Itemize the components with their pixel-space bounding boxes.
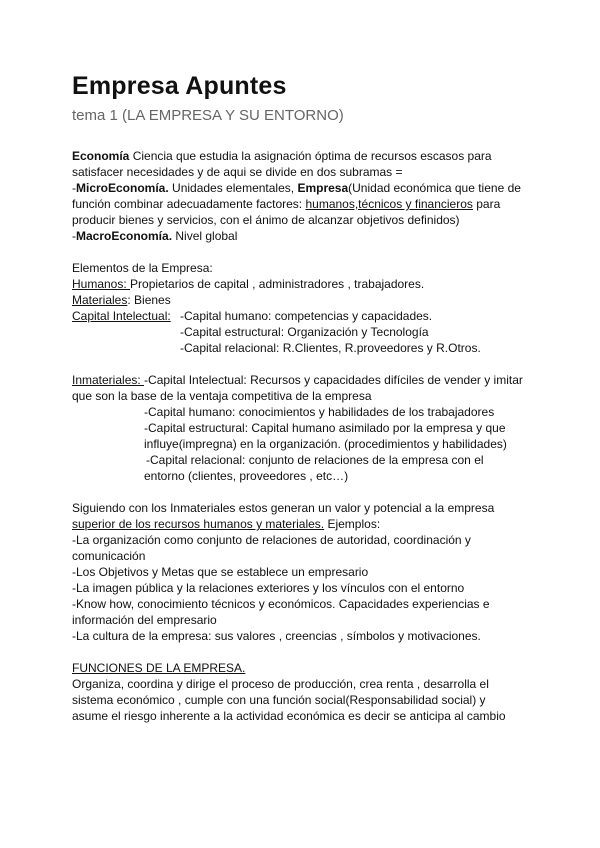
micro-prefix: -: [72, 181, 76, 195]
empresa-line-2: [72, 196, 542, 212]
empresa-text-2: función combinar adecuadamente factores:: [72, 197, 306, 211]
materiales-line: [72, 292, 542, 308]
ejemplo-line: información del empresario: [72, 613, 217, 627]
ejemplo-line: comunicación: [72, 549, 146, 563]
empresa-text: (Unidad económica que tiene de: [348, 181, 521, 195]
inmateriales-text: -Capital Intelectual: Recursos y capacidades difíciles de vender y imitar: [144, 373, 523, 387]
macro-line: [72, 228, 542, 244]
micro-term: MicroEconomía.: [76, 181, 169, 195]
macro-text: Nivel global: [172, 229, 238, 243]
capital-line: [72, 308, 542, 324]
inmateriales-item: -Capital estructural: Capital humano asimilado por la empresa y que: [144, 421, 506, 435]
inmateriales-item: entorno (clientes, proveedores , etc…): [144, 469, 349, 483]
micro-line: [72, 180, 542, 196]
inmateriales-item: -Capital humano: conocimientos y habilidades de los trabajadores: [144, 405, 495, 419]
page-title: Empresa Apuntes: [72, 72, 287, 100]
inmateriales-item: -Capital relacional: conjunto de relaciones de la empresa con el: [146, 453, 484, 467]
elementos-heading: Elementos de la Empresa:: [72, 261, 213, 275]
ejemplo-line: -Los Objetivos y Metas que se establece un empresario: [72, 565, 369, 579]
humanos-label: Humanos:: [72, 277, 131, 291]
ejemplo-line: -La cultura de la empresa: sus valores , creencias , símbolos y motivaciones.: [72, 629, 481, 643]
economia-line: [72, 148, 542, 164]
capital-item: -Capital relacional: R.Clientes, R.proveedores y R.Otros.: [180, 341, 481, 355]
materiales-text: : Bienes: [127, 293, 171, 307]
siguiendo-line: Siguiendo con los Inmateriales estos generan un valor y potencial a la empresa: [72, 501, 495, 515]
funciones-line: Organiza, coordina y dirige el proceso de producción, crea renta , desarrolla el: [72, 677, 489, 691]
funciones-line: sistema económico , cumple con una función social(Responsabilidad social) y: [72, 693, 486, 707]
siguiendo-rest: Ejemplos:: [324, 517, 381, 531]
macro-term: MacroEconomía.: [76, 229, 173, 243]
page-subtitle: tema 1 (LA EMPRESA Y SU ENTORNO): [72, 107, 344, 124]
humanos-line: [72, 276, 542, 292]
empresa-term: Empresa: [297, 181, 349, 195]
factores-underlined: humanos,técnicos y financieros: [305, 197, 473, 211]
capital-label: Capital Intelectual:: [72, 309, 171, 323]
empresa-line-3: producir bienes y servicios, con el ánimo de alcanzar objetivos definidos): [72, 213, 460, 227]
intro-section: [72, 148, 542, 724]
funciones-heading: FUNCIONES DE LA EMPRESA.: [72, 661, 246, 675]
humanos-text: Propietarios de capital , administradores , trabajadores.: [130, 277, 425, 291]
economia-term: Economía: [72, 149, 130, 163]
inmateriales-line: [72, 372, 542, 388]
micro-text: Unidades elementales,: [168, 181, 298, 195]
siguiendo-underlined: superior de los recursos humanos y materiales.: [72, 517, 325, 531]
inmateriales-line-2: que son la base de la ventaja competitiva de la empresa: [72, 389, 372, 403]
capital-item: -Capital estructural: Organización y Tecnología: [180, 325, 429, 339]
document-page: [72, 70, 542, 724]
ejemplo-line: -La imagen pública y la relaciones exteriores y los vínculos con el entorno: [72, 581, 465, 595]
ejemplo-line: -La organización como conjunto de relaciones de autoridad, coordinación y: [72, 533, 471, 547]
capital-item: -Capital humano: competencias y capacidades.: [180, 309, 433, 323]
materiales-label: Materiales: [72, 293, 128, 307]
macro-prefix: -: [72, 229, 76, 243]
empresa-text-3: para: [472, 197, 501, 211]
funciones-line: asume el riesgo inherente a la actividad económica es decir se anticipa al cambio: [72, 709, 506, 723]
inmateriales-label: Inmateriales:: [72, 373, 145, 387]
economia-line-2: satisfacer necesidades y de aqui se divide en dos subramas =: [72, 165, 403, 179]
economia-text: Ciencia que estudia la asignación óptima de recursos escasos para: [129, 149, 492, 163]
inmateriales-item: influye(impregna) en la organización. (procedimientos y habilidades): [144, 437, 507, 451]
ejemplo-line: -Know how, conocimiento técnicos y económicos. Capacidades experiencias e: [72, 597, 490, 611]
siguiendo-line-2: [72, 516, 542, 532]
